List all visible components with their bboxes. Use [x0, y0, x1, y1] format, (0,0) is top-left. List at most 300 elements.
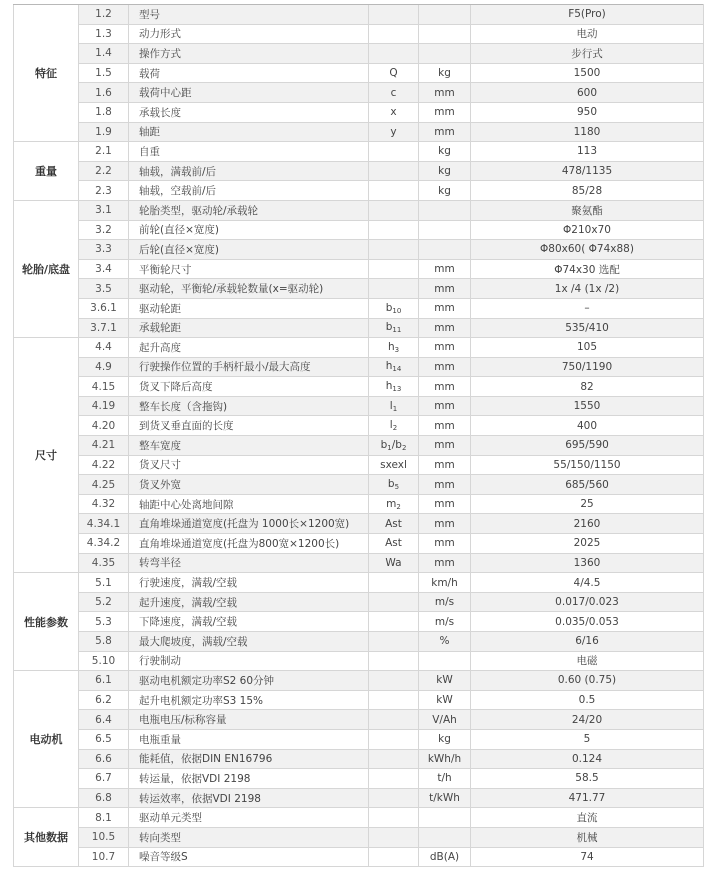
item-value: Φ74x30 选配 — [471, 259, 704, 279]
item-name: 后轮(直径×宽度) — [129, 240, 369, 260]
item-name: 轴载，空载前/后 — [129, 181, 369, 201]
item-name: 最大爬坡度，满载/空载 — [129, 632, 369, 652]
item-number: 1.4 — [79, 44, 129, 64]
table-row — [14, 200, 704, 220]
item-name: 行驶速度，满载/空载 — [129, 573, 369, 593]
category-cell: 特征 — [14, 5, 79, 142]
table-row — [14, 102, 704, 122]
item-symbol — [369, 671, 419, 691]
item-unit: kW — [419, 690, 471, 710]
item-value: 74 — [471, 847, 704, 867]
table-row — [14, 142, 704, 162]
item-number: 3.7.1 — [79, 318, 129, 338]
item-symbol — [369, 455, 419, 475]
item-value: 5 — [471, 729, 704, 749]
item-number: 6.1 — [79, 671, 129, 691]
item-number: 1.6 — [79, 83, 129, 103]
item-symbol — [369, 220, 419, 240]
item-symbol — [369, 416, 419, 436]
item-symbol — [369, 494, 419, 514]
item-unit: kg — [419, 729, 471, 749]
category-cell: 性能参数 — [14, 573, 79, 671]
item-symbol — [369, 142, 419, 162]
table-row — [14, 749, 704, 769]
spec-table — [13, 4, 704, 867]
item-name: 货叉尺寸 — [129, 455, 369, 475]
item-name: 下降速度，满载/空载 — [129, 612, 369, 632]
symbol-subscript: 3 — [394, 345, 400, 354]
item-unit: mm — [419, 102, 471, 122]
item-symbol — [369, 200, 419, 220]
item-symbol — [369, 632, 419, 652]
item-symbol — [369, 827, 419, 847]
item-number: 3.5 — [79, 279, 129, 299]
item-unit: mm — [419, 83, 471, 103]
item-name: 直角堆垛通道宽度(托盘为800宽×1200长) — [129, 534, 369, 554]
item-unit: mm — [419, 416, 471, 436]
item-symbol — [369, 24, 419, 44]
item-value: 0.5 — [471, 690, 704, 710]
symbol-text: b — [380, 438, 388, 451]
table-row — [14, 377, 704, 397]
item-unit: mm — [419, 494, 471, 514]
item-name: 起升高度 — [129, 338, 369, 358]
item-number: 2.3 — [79, 181, 129, 201]
item-symbol — [369, 514, 419, 534]
item-name: 自重 — [129, 142, 369, 162]
item-unit: mm — [419, 436, 471, 456]
item-symbol — [369, 729, 419, 749]
item-number: 3.6.1 — [79, 298, 129, 318]
item-symbol — [369, 808, 419, 828]
item-symbol — [369, 769, 419, 789]
symbol-text: b — [387, 478, 395, 491]
item-value: 85/28 — [471, 181, 704, 201]
item-value: 1x /4 (1x /2) — [471, 279, 704, 299]
table-row — [14, 161, 704, 181]
item-number: 6.8 — [79, 788, 129, 808]
table-row — [14, 259, 704, 279]
item-name: 噪音等级S — [129, 847, 369, 867]
item-number: 1.3 — [79, 24, 129, 44]
item-number: 4.15 — [79, 377, 129, 397]
item-value: 2025 — [471, 534, 704, 554]
table-row — [14, 514, 704, 534]
item-number: 4.9 — [79, 357, 129, 377]
item-name: 轮胎类型，驱动轮/承载轮 — [129, 200, 369, 220]
item-symbol — [369, 396, 419, 416]
table-row — [14, 83, 704, 103]
item-symbol — [369, 475, 419, 495]
item-value: 58.5 — [471, 769, 704, 789]
item-unit: mm — [419, 298, 471, 318]
item-name: 电瓶重量 — [129, 729, 369, 749]
item-number: 10.7 — [79, 847, 129, 867]
table-row — [14, 808, 704, 828]
table-row — [14, 729, 704, 749]
table-row — [14, 338, 704, 358]
item-number: 10.5 — [79, 827, 129, 847]
category-cell: 重量 — [14, 142, 79, 201]
item-number: 5.3 — [79, 612, 129, 632]
symbol-text: sxexl — [380, 458, 407, 471]
item-unit: mm — [419, 357, 471, 377]
item-unit: kW — [419, 671, 471, 691]
spec-table-body — [14, 5, 704, 867]
item-name: 承载轮距 — [129, 318, 369, 338]
item-name: 转弯半径 — [129, 553, 369, 573]
item-value: Φ210x70 — [471, 220, 704, 240]
category-cell: 其他数据 — [14, 808, 79, 867]
item-value: 电磁 — [471, 651, 704, 671]
item-value: 471.77 — [471, 788, 704, 808]
item-unit — [419, 24, 471, 44]
symbol-text: Ast — [385, 517, 402, 530]
item-name: 载荷 — [129, 63, 369, 83]
item-name: 转运效率，依据VDI 2198 — [129, 788, 369, 808]
item-name: 轴载，满载前/后 — [129, 161, 369, 181]
item-value: 400 — [471, 416, 704, 436]
table-row — [14, 122, 704, 142]
table-row — [14, 690, 704, 710]
item-number: 6.5 — [79, 729, 129, 749]
item-symbol — [369, 83, 419, 103]
item-number: 4.34.2 — [79, 534, 129, 554]
item-unit — [419, 651, 471, 671]
item-name: 驱动单元类型 — [129, 808, 369, 828]
item-number: 2.1 — [79, 142, 129, 162]
item-unit: km/h — [419, 573, 471, 593]
symbol-text: h — [385, 380, 393, 393]
item-name: 行驶制动 — [129, 651, 369, 671]
item-name: 整车宽度 — [129, 436, 369, 456]
table-row — [14, 573, 704, 593]
item-number: 5.1 — [79, 573, 129, 593]
symbol-text: Ast — [385, 537, 402, 550]
item-unit: m/s — [419, 592, 471, 612]
item-unit: mm — [419, 514, 471, 534]
item-number: 2.2 — [79, 161, 129, 181]
table-row — [14, 416, 704, 436]
item-number: 6.4 — [79, 710, 129, 730]
item-unit: kg — [419, 63, 471, 83]
item-value: 113 — [471, 142, 704, 162]
item-number: 1.8 — [79, 102, 129, 122]
item-value: 直流 — [471, 808, 704, 828]
symbol-text: l — [389, 419, 393, 432]
item-symbol — [369, 122, 419, 142]
category-cell: 电动机 — [14, 671, 79, 808]
item-symbol — [369, 63, 419, 83]
item-value: 1550 — [471, 396, 704, 416]
item-value: 695/590 — [471, 436, 704, 456]
item-symbol — [369, 788, 419, 808]
symbol-text: h — [385, 360, 393, 373]
symbol-subscript: 1 — [392, 404, 398, 413]
table-row — [14, 298, 704, 318]
symbol-text: y — [390, 125, 397, 138]
item-number: 4.21 — [79, 436, 129, 456]
item-symbol — [369, 318, 419, 338]
item-name: 驱动电机额定功率S2 60分钟 — [129, 671, 369, 691]
item-unit — [419, 44, 471, 64]
symbol-text: l — [389, 399, 393, 412]
table-row — [14, 436, 704, 456]
item-symbol — [369, 181, 419, 201]
item-unit — [419, 200, 471, 220]
symbol-text: m — [386, 497, 397, 510]
item-unit: mm — [419, 553, 471, 573]
table-row — [14, 827, 704, 847]
item-number: 3.2 — [79, 220, 129, 240]
item-symbol — [369, 298, 419, 318]
item-name: 前轮(直径×宽度) — [129, 220, 369, 240]
item-unit: kg — [419, 161, 471, 181]
table-row — [14, 553, 704, 573]
item-number: 4.22 — [79, 455, 129, 475]
item-value: 0.60 (0.75) — [471, 671, 704, 691]
symbol-subscript: 11 — [392, 326, 402, 335]
table-row — [14, 5, 704, 25]
item-name: 电瓶电压/标称容量 — [129, 710, 369, 730]
item-number: 3.1 — [79, 200, 129, 220]
item-name: 起升电机额定功率S3 15% — [129, 690, 369, 710]
symbol-subscript: 10 — [392, 306, 402, 315]
item-value: 电动 — [471, 24, 704, 44]
item-number: 4.20 — [79, 416, 129, 436]
symbol-text: Q — [389, 67, 398, 80]
symbol-text: c — [390, 86, 397, 99]
item-number: 8.1 — [79, 808, 129, 828]
item-symbol — [369, 102, 419, 122]
table-row — [14, 612, 704, 632]
item-value: F5(Pro) — [471, 5, 704, 25]
item-unit: mm — [419, 534, 471, 554]
item-unit: kWh/h — [419, 749, 471, 769]
item-symbol — [369, 847, 419, 867]
table-row — [14, 396, 704, 416]
item-symbol — [369, 5, 419, 25]
item-value: 0.035/0.053 — [471, 612, 704, 632]
item-value: 82 — [471, 377, 704, 397]
item-number: 6.2 — [79, 690, 129, 710]
item-value: 1500 — [471, 63, 704, 83]
item-value: 478/1135 — [471, 161, 704, 181]
item-symbol — [369, 377, 419, 397]
item-unit: mm — [419, 455, 471, 475]
table-row — [14, 455, 704, 475]
item-name: 驱动轮，平衡轮/承载轮数量(x=驱动轮) — [129, 279, 369, 299]
item-value: 535/410 — [471, 318, 704, 338]
symbol-subscript: 5 — [394, 483, 400, 492]
item-symbol — [369, 573, 419, 593]
table-row — [14, 181, 704, 201]
item-unit: mm — [419, 122, 471, 142]
table-row — [14, 671, 704, 691]
item-number: 4.35 — [79, 553, 129, 573]
symbol-subscript: 1 — [387, 443, 392, 452]
item-name: 载荷中心距 — [129, 83, 369, 103]
item-unit: mm — [419, 377, 471, 397]
item-symbol — [369, 612, 419, 632]
item-number: 4.32 — [79, 494, 129, 514]
item-unit: mm — [419, 396, 471, 416]
item-value: 1180 — [471, 122, 704, 142]
item-value: 2160 — [471, 514, 704, 534]
item-symbol — [369, 651, 419, 671]
table-row — [14, 788, 704, 808]
symbol-subscript: 2 — [401, 443, 407, 452]
item-name: 转向类型 — [129, 827, 369, 847]
symbol-text: x — [390, 106, 397, 119]
item-unit — [419, 220, 471, 240]
table-row — [14, 279, 704, 299]
item-symbol — [369, 690, 419, 710]
item-symbol — [369, 534, 419, 554]
item-name: 行驶操作位置的手柄杆最小/最大高度 — [129, 357, 369, 377]
item-name: 型号 — [129, 5, 369, 25]
item-value: 0.124 — [471, 749, 704, 769]
item-value: 950 — [471, 102, 704, 122]
item-number: 4.19 — [79, 396, 129, 416]
item-unit: mm — [419, 338, 471, 358]
item-number: 5.10 — [79, 651, 129, 671]
item-name: 直角堆垛通道宽度(托盘为 1000长×1200宽) — [129, 514, 369, 534]
item-symbol — [369, 161, 419, 181]
item-unit: dB(A) — [419, 847, 471, 867]
item-value: – — [471, 298, 704, 318]
symbol-text: h — [387, 340, 395, 353]
item-number: 1.2 — [79, 5, 129, 25]
table-row — [14, 24, 704, 44]
item-symbol — [369, 553, 419, 573]
symbol-text: b — [385, 321, 393, 334]
table-row — [14, 240, 704, 260]
item-unit: mm — [419, 475, 471, 495]
item-number: 1.5 — [79, 63, 129, 83]
item-name: 操作方式 — [129, 44, 369, 64]
item-symbol — [369, 44, 419, 64]
item-unit: kg — [419, 181, 471, 201]
table-row — [14, 534, 704, 554]
table-row — [14, 651, 704, 671]
item-name: 平衡轮尺寸 — [129, 259, 369, 279]
item-symbol — [369, 592, 419, 612]
item-name: 能耗值，依据DIN EN16796 — [129, 749, 369, 769]
item-unit: mm — [419, 259, 471, 279]
item-name: 货叉外宽 — [129, 475, 369, 495]
item-value: 聚氨酯 — [471, 200, 704, 220]
item-symbol — [369, 436, 419, 456]
item-number: 4.25 — [79, 475, 129, 495]
item-value: 105 — [471, 338, 704, 358]
item-number: 6.6 — [79, 749, 129, 769]
category-cell: 尺寸 — [14, 338, 79, 573]
item-unit: t/h — [419, 769, 471, 789]
item-unit: mm — [419, 318, 471, 338]
item-name: 动力形式 — [129, 24, 369, 44]
item-unit: m/s — [419, 612, 471, 632]
item-value: 机械 — [471, 827, 704, 847]
item-symbol — [369, 279, 419, 299]
item-symbol — [369, 338, 419, 358]
table-row — [14, 44, 704, 64]
table-row — [14, 220, 704, 240]
item-value: 55/150/1150 — [471, 455, 704, 475]
table-row — [14, 769, 704, 789]
table-row — [14, 847, 704, 867]
table-row — [14, 592, 704, 612]
item-unit: t/kWh — [419, 788, 471, 808]
item-name: 轴距中心处离地间隙 — [129, 494, 369, 514]
symbol-subscript: 2 — [392, 424, 398, 433]
item-value: 685/560 — [471, 475, 704, 495]
symbol-subscript: 2 — [396, 502, 401, 511]
item-value: 步行式 — [471, 44, 704, 64]
item-value: 750/1190 — [471, 357, 704, 377]
item-value: 4/4.5 — [471, 573, 704, 593]
symbol-text: b — [385, 301, 393, 314]
item-number: 4.4 — [79, 338, 129, 358]
item-symbol — [369, 749, 419, 769]
item-name: 轴距 — [129, 122, 369, 142]
table-row — [14, 710, 704, 730]
item-symbol — [369, 710, 419, 730]
item-value: 0.017/0.023 — [471, 592, 704, 612]
item-number: 1.9 — [79, 122, 129, 142]
item-value: 1360 — [471, 553, 704, 573]
item-name: 转运量，依据VDI 2198 — [129, 769, 369, 789]
item-number: 5.2 — [79, 592, 129, 612]
item-symbol — [369, 357, 419, 377]
table-row — [14, 475, 704, 495]
item-number: 3.4 — [79, 259, 129, 279]
table-row — [14, 632, 704, 652]
item-number: 3.3 — [79, 240, 129, 260]
item-value: 24/20 — [471, 710, 704, 730]
item-name: 到货叉垂直面的长度 — [129, 416, 369, 436]
item-name: 货叉下降后高度 — [129, 377, 369, 397]
item-unit — [419, 240, 471, 260]
item-unit: % — [419, 632, 471, 652]
item-unit — [419, 827, 471, 847]
table-row — [14, 357, 704, 377]
item-value: 25 — [471, 494, 704, 514]
table-row — [14, 63, 704, 83]
item-name: 起升速度，满载/空载 — [129, 592, 369, 612]
item-symbol — [369, 259, 419, 279]
item-unit: kg — [419, 142, 471, 162]
item-value: 6/16 — [471, 632, 704, 652]
item-unit: V/Ah — [419, 710, 471, 730]
item-unit — [419, 808, 471, 828]
symbol-text: Wa — [385, 556, 402, 569]
item-number: 4.34.1 — [79, 514, 129, 534]
item-unit: mm — [419, 279, 471, 299]
item-symbol — [369, 240, 419, 260]
item-number: 6.7 — [79, 769, 129, 789]
item-name: 驱动轮距 — [129, 298, 369, 318]
item-value: Φ80x60( Φ74x88) — [471, 240, 704, 260]
item-name: 整车长度（含拖钩) — [129, 396, 369, 416]
item-value: 600 — [471, 83, 704, 103]
item-name: 承载长度 — [129, 102, 369, 122]
table-row — [14, 494, 704, 514]
table-row — [14, 318, 704, 338]
symbol-text: /b — [391, 438, 402, 451]
symbol-subscript: 13 — [392, 385, 402, 394]
category-cell: 轮胎/底盘 — [14, 200, 79, 337]
